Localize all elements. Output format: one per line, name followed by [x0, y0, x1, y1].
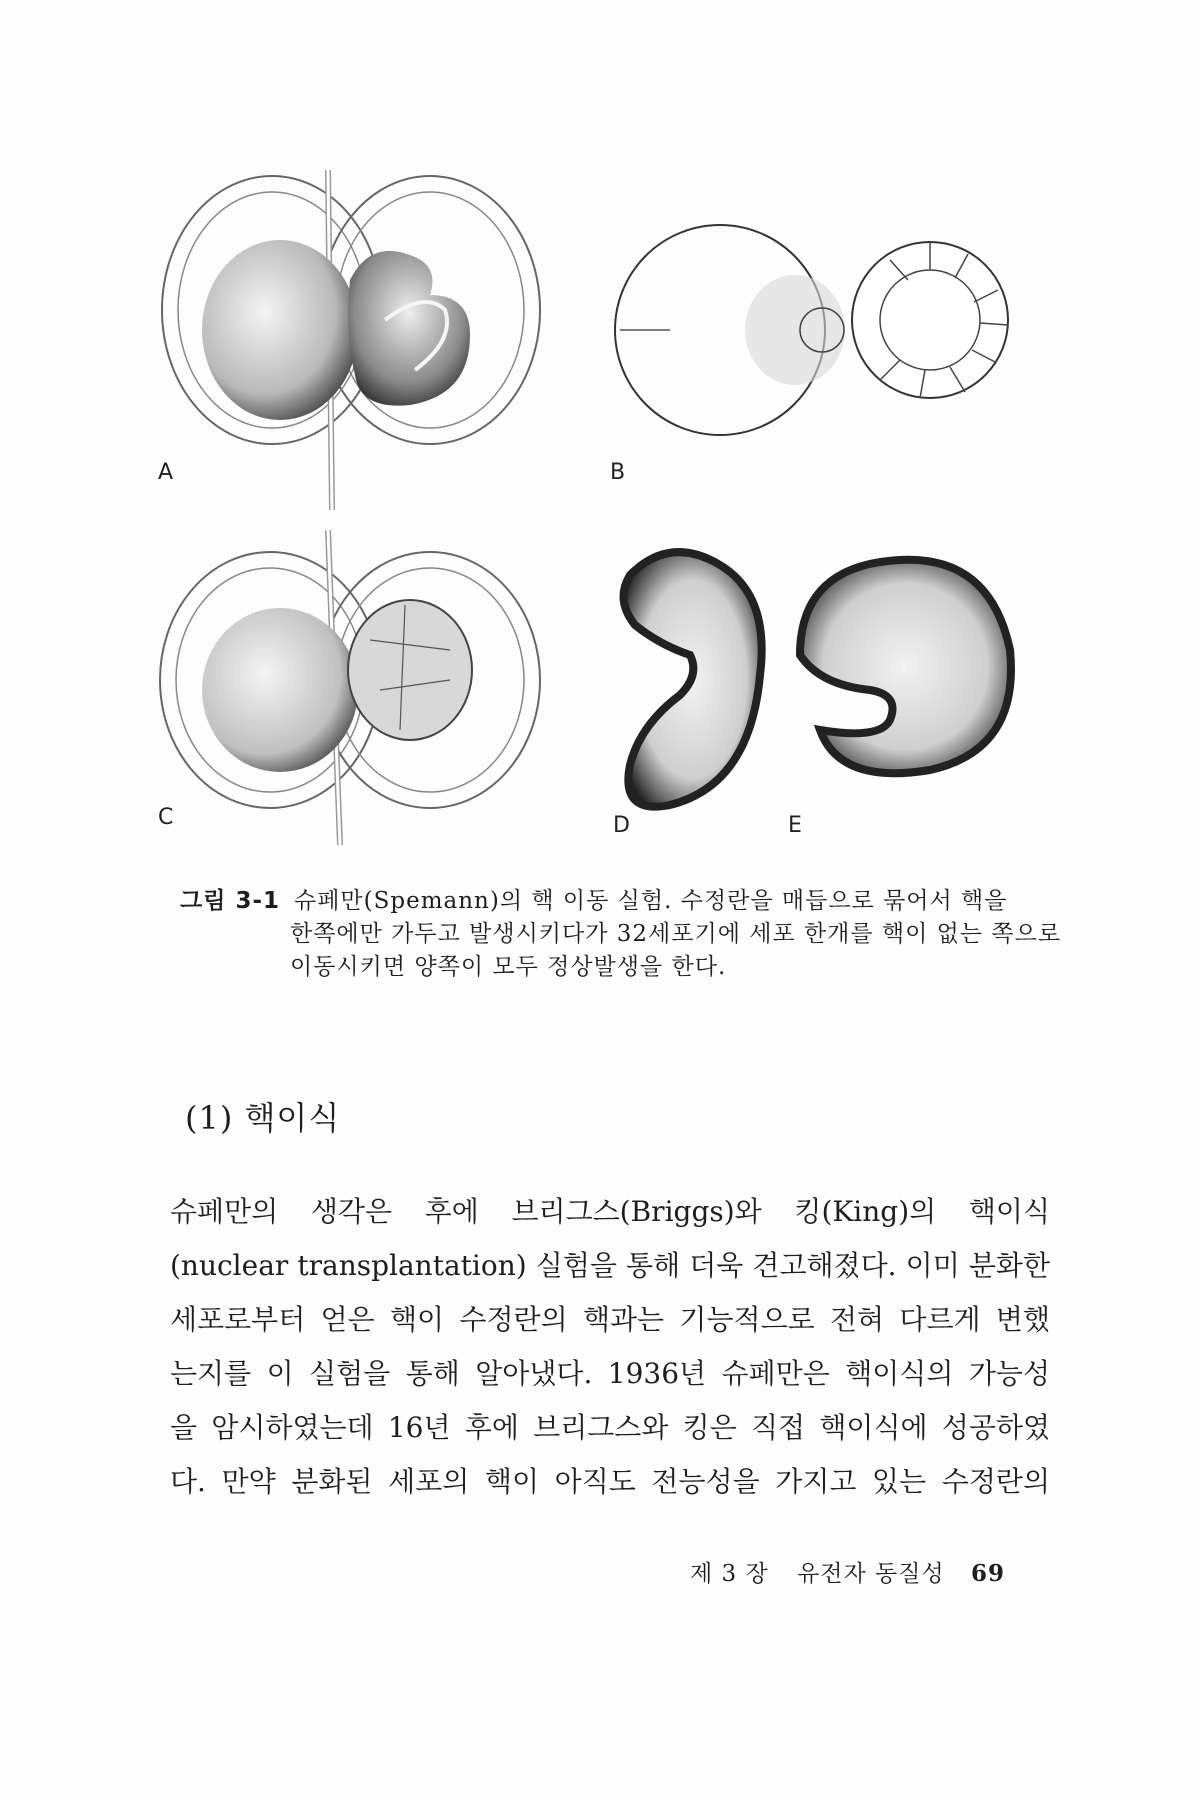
- panel-letter-a: A: [158, 460, 174, 485]
- panel-letter-c: C: [158, 805, 174, 830]
- section-heading: (1) 핵이식: [185, 1099, 341, 1137]
- caption-label: 그림 3-1: [180, 888, 280, 914]
- panel-letter-e: E: [788, 813, 802, 838]
- footer-title: 유전자 동질성: [797, 1561, 945, 1587]
- caption-line: [180, 885, 1040, 918]
- panel-letter-b: B: [610, 460, 626, 485]
- caption-line: 이동시키면 양쪽이 모두 정상발생을 한다.: [290, 954, 727, 980]
- figure-caption: [180, 885, 1062, 984]
- body-line: (nuclear transplantation) 실험을 통해 더욱 견고해졌다. 이미 분화한: [170, 1249, 1050, 1282]
- figure-3-1: [150, 150, 1050, 850]
- panel-a-illustration: [150, 150, 590, 530]
- panel-letter-d: D: [613, 813, 630, 838]
- page-number: 69: [970, 1560, 1005, 1587]
- body-paragraph: [170, 1185, 1050, 1509]
- footer-chapter: 제 3 장: [690, 1561, 769, 1587]
- body-line: 슈페만의 생각은 후에 브리그스(Briggs)와 킹(King)의 핵이식: [170, 1195, 1050, 1228]
- caption-text: 슈페만(Spemann)의 핵 이동 실험. 수정란을 매듭으로 묶어서 핵을: [294, 888, 1008, 914]
- panel-c-illustration: [150, 530, 590, 850]
- panel-de-illustration: [610, 535, 1050, 855]
- panel-b-illustration: [610, 190, 1050, 510]
- body-line: 는지를 이 실험을 통해 알아냈다. 1936년 슈페만은 핵이식의 가능성: [170, 1357, 1050, 1390]
- body-line: 세포로부터 얻은 핵이 수정란의 핵과는 기능적으로 전혀 다르게 변했: [170, 1303, 1050, 1336]
- body-line: 을 암시하였는데 16년 후에 브리그스와 킹은 직접 핵이식에 성공하였: [170, 1411, 1050, 1444]
- page-footer: [690, 1555, 1005, 1588]
- caption-line: 한쪽에만 가두고 발생시키다가 32세포기에 세포 한개를 핵이 없는 쪽으로: [290, 921, 1062, 947]
- body-line: 다. 만약 분화된 세포의 핵이 아직도 전능성을 가지고 있는 수정란의: [170, 1465, 1050, 1498]
